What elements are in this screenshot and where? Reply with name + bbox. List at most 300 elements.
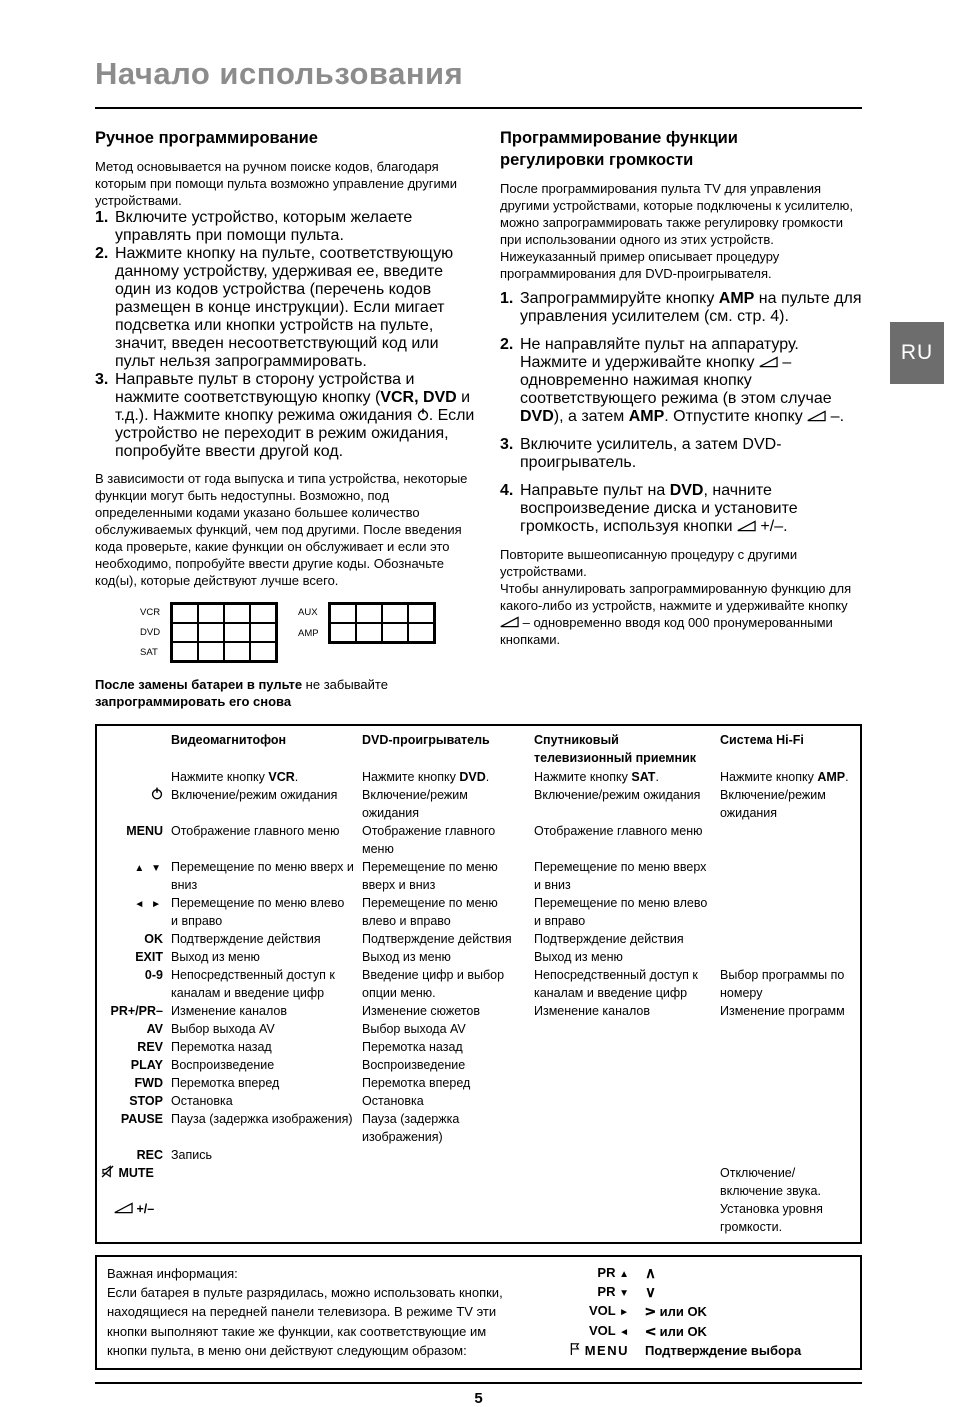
text-segment: Установка уровня громкости. <box>720 1202 823 1234</box>
volume-icon <box>759 356 778 368</box>
table-cell <box>534 966 712 1002</box>
text-segment: SAT <box>631 770 656 784</box>
code-cell <box>408 623 434 642</box>
table-cell <box>720 1200 852 1236</box>
step-text <box>520 290 862 326</box>
code-cell <box>198 642 224 661</box>
text-segment: VOL <box>588 1303 620 1319</box>
text-segment: ), а затем <box>553 408 629 425</box>
text-segment: Отображение главного меню <box>362 824 496 856</box>
text-segment: Остановка <box>362 1094 424 1108</box>
text-segment: Остановка <box>171 1094 233 1108</box>
table-cell <box>534 894 712 930</box>
table-cell <box>720 1092 852 1110</box>
text-segment: +/–. <box>755 518 788 535</box>
text-segment: ▲ <box>619 1269 629 1280</box>
table-row <box>101 1164 852 1200</box>
table-cell <box>171 1038 354 1056</box>
text-segment: Выход из меню <box>362 950 451 964</box>
numbered-steps-right <box>500 290 862 536</box>
text-segment: Отображение главного меню <box>534 824 703 838</box>
table-cell <box>171 1074 354 1092</box>
table-cell <box>362 1200 526 1236</box>
text-segment: Непосредственный доступ к каналам и введение цифр <box>171 968 335 1000</box>
table-cell <box>720 1164 852 1200</box>
code-cell <box>330 623 356 642</box>
text-segment: OK <box>144 932 163 946</box>
info-line: Важная информация: <box>107 1266 238 1281</box>
code-grid-label: AUX <box>298 607 318 618</box>
table-cell <box>171 1200 354 1236</box>
step-number: 4. <box>500 482 514 499</box>
text-segment: ∧ <box>645 1265 656 1282</box>
button-label <box>101 1038 163 1056</box>
info-line: находящиеся на передней панели телевизора. В режиме TV эти <box>107 1304 497 1320</box>
table-cell <box>534 1110 712 1146</box>
table-cell <box>171 1146 354 1164</box>
table-cell <box>720 1074 852 1092</box>
code-grid <box>328 602 436 644</box>
manual-programming-section <box>95 121 480 710</box>
text-segment: –. <box>826 408 845 425</box>
code-grid-label: SAT <box>140 647 158 659</box>
text-segment: . <box>845 770 849 784</box>
table-cell <box>362 948 526 966</box>
text-segment: VOL <box>588 1322 620 1338</box>
table-cell <box>534 858 712 894</box>
text-segment: 0-9 <box>144 968 163 982</box>
button-label <box>101 1056 163 1074</box>
text-segment: MENU <box>579 1342 629 1358</box>
table-cell <box>720 768 852 786</box>
text-segment: или OK <box>655 1323 707 1339</box>
table-row <box>101 948 852 966</box>
button-label <box>101 1164 163 1200</box>
text-segment: . <box>485 770 490 784</box>
panel-button-label <box>559 1282 629 1303</box>
table-cell <box>720 948 852 966</box>
table-cell <box>720 1020 852 1038</box>
table-row <box>101 1110 852 1146</box>
text-segment: или OK <box>655 1304 707 1320</box>
table-cell <box>720 1056 852 1074</box>
button-label <box>101 894 163 930</box>
button-label <box>101 1020 163 1038</box>
step-number: 3. <box>95 371 109 388</box>
text-segment: Перемещение по меню вверх и вниз <box>171 860 354 892</box>
text-segment: FWD <box>134 1076 163 1090</box>
text-segment: Направьте пульт в сторону устройства и нажмите соответствующую кнопку ( <box>115 371 415 406</box>
button-label <box>101 1074 163 1092</box>
text-segment: запрограммировать его снова <box>95 694 292 709</box>
text-segment: и т.д.). Нажмите кнопку режима ожидания <box>115 389 471 424</box>
table-cell <box>720 1110 852 1146</box>
table-cell <box>534 1146 712 1164</box>
table-cell <box>534 1074 712 1092</box>
section-heading-right <box>500 127 862 171</box>
code-cell <box>172 623 198 642</box>
text-segment: Подтверждение действия <box>534 932 684 946</box>
text-segment: Перемещение по меню влево и вправо <box>534 896 708 928</box>
table-row <box>101 1038 852 1056</box>
step-text <box>115 245 480 371</box>
text-segment: Направьте пульт на <box>520 482 670 499</box>
button-label <box>101 858 163 894</box>
text-segment: Изменение программ <box>720 1004 845 1018</box>
column-header: Система Hi-Fi <box>720 733 804 747</box>
power-icon <box>151 787 163 800</box>
text-segment: Нажмите кнопку <box>720 770 818 784</box>
table-row <box>101 822 852 858</box>
text-segment: Изменение каналов <box>534 1004 651 1018</box>
table-cell <box>362 1056 526 1074</box>
column-header: Спутниковый телевизионный приемник <box>534 733 697 765</box>
code-cell <box>224 642 250 661</box>
table-cell <box>534 1002 712 1020</box>
table-cell <box>362 1020 526 1038</box>
text-segment: Перемотка назад <box>171 1040 272 1054</box>
table-cell <box>362 1038 526 1056</box>
step-number: 1. <box>500 290 514 307</box>
table-cell <box>720 1146 852 1164</box>
table-cell <box>534 930 712 948</box>
text-segment: DVD <box>459 770 486 784</box>
table-row <box>101 930 852 948</box>
language-tab: RU <box>890 322 944 384</box>
panel-button-label <box>559 1263 629 1284</box>
volume-icon <box>500 616 519 628</box>
step-text <box>115 209 480 245</box>
text-segment: Нажмите кнопку <box>362 770 460 784</box>
table-row <box>101 894 852 930</box>
intro-paragraph: Метод основывается на ручном поиске кодов, благодаря которым при помощи пульта возможно управление другими устройствами. <box>95 159 457 208</box>
table-cell <box>534 1038 712 1056</box>
mapping-value <box>645 1283 656 1302</box>
button-label <box>101 1146 163 1164</box>
text-segment: Выбор программы по номеру <box>720 968 845 1000</box>
text-segment: Перемотка вперед <box>171 1076 280 1090</box>
table-cell <box>171 1020 354 1038</box>
table-cell <box>720 966 852 1002</box>
table-cell <box>362 894 526 930</box>
code-grid-label: DVD <box>140 626 161 638</box>
flag-icon <box>569 1342 580 1356</box>
table-cell <box>534 948 712 966</box>
table-row <box>101 1146 852 1164</box>
text-segment: VCR <box>268 770 295 784</box>
button-label <box>101 786 163 822</box>
table-cell <box>720 786 852 822</box>
text-segment: ▲ ▼ <box>134 863 163 874</box>
code-cell <box>408 604 434 623</box>
text-segment: – одновременно нажимая кнопку соответствующего режима (в этом случае <box>520 354 832 407</box>
table-row <box>101 1002 852 1020</box>
text-segment: Введение цифр и выбор опции меню. <box>362 968 505 1000</box>
table-header-row <box>101 731 852 767</box>
table-cell <box>720 1038 852 1056</box>
text-segment: STOP <box>129 1094 163 1108</box>
text-segment: на пульте для управления усилителем (см. стр. 4). <box>520 290 862 325</box>
intro-paragraph: После программирования пульта TV для управления другими устройствами, которые подключены к усилителю, можно запрограммировать также регулировку громкости при использовании одного из этих устройств. Нижеуказанный пример описывает процедуру программирования для DVD-проигрывателя. <box>500 181 854 281</box>
footer-rule <box>95 1382 862 1384</box>
code-cell <box>224 604 250 623</box>
code-cell <box>330 604 356 623</box>
table-cell <box>171 1164 354 1200</box>
column-header: Видеомагнитофон <box>171 733 287 747</box>
code-cell <box>172 604 198 623</box>
text-segment: PAUSE <box>120 1112 163 1126</box>
step-number: 2. <box>95 245 109 262</box>
list-item <box>95 245 480 371</box>
text-segment: , начните воспроизведение диска и установите громкость, используя кнопки <box>520 482 798 535</box>
mapping-row <box>559 1264 850 1283</box>
text-segment: AV <box>146 1022 163 1036</box>
text-segment: ∨ <box>645 1284 656 1302</box>
text-segment: Выход из меню <box>171 950 260 964</box>
text-segment: MENU <box>126 824 163 838</box>
list-item <box>500 336 862 426</box>
code-cell <box>356 604 382 623</box>
table-row <box>101 1092 852 1110</box>
info-text <box>107 1264 559 1362</box>
text-segment: . <box>294 770 299 784</box>
text-segment: Изменение каналов <box>171 1004 288 1018</box>
table-cell <box>362 1146 526 1164</box>
table-cell <box>534 1164 712 1200</box>
text-segment: Включение/режим ожидания <box>171 788 338 802</box>
text-segment: Перемещение по меню влево и вправо <box>362 896 498 928</box>
step-number: 1. <box>95 209 109 226</box>
table-cell <box>362 1074 526 1092</box>
mapping-value <box>645 1264 656 1283</box>
table-cell <box>171 948 354 966</box>
table-cell <box>171 966 354 1002</box>
text-segment: Нажмите кнопку на пульте, соответствующую данному устройству, удерживая ее, введите один из кодов устройства (перечень кодов размещен в конце инструкции). Если мигает подсветка или кнопки устройств на пульте, значит, введен несоответствующий код или пульт нельзя запрограммировать. <box>115 245 454 370</box>
text-segment: ∧ <box>642 1306 660 1318</box>
code-grid-labels <box>140 602 170 663</box>
info-line: кнопки пульта, в меню они действуют следующим образом: <box>107 1342 467 1358</box>
text-segment: PR <box>597 1284 620 1300</box>
text-segment: PR+/PR– <box>110 1004 163 1018</box>
mapping-row <box>559 1322 850 1341</box>
table-cell <box>362 1164 526 1200</box>
volume-icon <box>807 410 826 422</box>
section-heading-left: Ручное программирование <box>95 129 318 147</box>
table-cell <box>171 786 354 822</box>
code-cell <box>250 623 276 642</box>
table-cell <box>362 786 526 822</box>
text-segment: MUTE <box>115 1166 154 1180</box>
table-cell <box>534 822 712 858</box>
button-label <box>101 1200 163 1236</box>
table-cell <box>534 1200 712 1236</box>
text-segment: Выход из меню <box>534 950 623 964</box>
list-item <box>500 436 862 472</box>
code-grid-group <box>298 602 436 644</box>
text-segment: Подтверждение действия <box>362 932 512 946</box>
text-segment: DVD <box>669 482 704 499</box>
text-segment: Не направляйте пульт на аппаратуру. Нажмите и удерживайте кнопку <box>520 336 799 371</box>
text-segment: REC <box>136 1148 163 1162</box>
panel-button-label <box>559 1301 629 1322</box>
button-label <box>101 966 163 1002</box>
battery-note <box>95 676 425 710</box>
numbered-steps-left <box>95 209 480 461</box>
mapping-row <box>559 1283 850 1302</box>
text-segment: Воспроизведение <box>362 1058 466 1072</box>
text-segment: AMP <box>628 408 665 425</box>
button-label <box>101 948 163 966</box>
text-segment: Изменение сюжетов <box>362 1004 480 1018</box>
text-segment: REV <box>137 1040 163 1054</box>
code-cell <box>198 623 224 642</box>
cancel-note-paragraph <box>500 580 862 648</box>
text-segment: Перемещение по меню влево и вправо <box>171 896 345 928</box>
code-cell <box>382 623 408 642</box>
text-segment: ◄ ► <box>134 899 163 910</box>
text-segment: +/– <box>133 1202 155 1216</box>
code-cell <box>198 604 224 623</box>
table-cell <box>362 966 526 1002</box>
text-segment: ◄ <box>619 1326 629 1338</box>
table-cell <box>171 1056 354 1074</box>
code-grid <box>170 602 278 663</box>
text-segment: AMP <box>817 770 846 784</box>
table-cell <box>362 1110 526 1146</box>
table-cell <box>534 768 712 786</box>
mapping-value <box>641 1322 707 1341</box>
volume-icon <box>737 520 756 532</box>
text-segment: Запись <box>171 1148 213 1162</box>
function-table <box>95 724 862 1244</box>
table-cell <box>720 1002 852 1020</box>
text-segment: . Если устройство не переходит в режим ожидания, попробуйте ввести другой код. <box>115 407 475 460</box>
important-info-box <box>95 1255 862 1370</box>
button-label <box>101 822 163 858</box>
step-text <box>520 482 862 536</box>
table-cell <box>171 1002 354 1020</box>
page-number: 5 <box>474 1390 483 1407</box>
table-row <box>101 966 852 1002</box>
step-number: 3. <box>500 436 514 453</box>
button-label <box>101 1002 163 1020</box>
code-cell <box>224 623 250 642</box>
text-segment: Чтобы аннулировать запрограммированную функцию для какого-либо из устройств, нажмите и удерживайте кнопку <box>500 581 852 613</box>
table-cell <box>534 1020 712 1038</box>
text-segment: Включите устройство, которым желаете управлять при помощи пульта. <box>115 209 413 244</box>
outro-paragraph: Повторите вышеописанную процедуру с другими устройствами. <box>500 547 798 579</box>
table-cell <box>171 894 354 930</box>
table-cell <box>171 1110 354 1146</box>
text-segment: Непосредственный доступ к каналам и введение цифр <box>534 968 698 1000</box>
button-label <box>101 731 163 767</box>
mute-icon <box>101 1165 115 1178</box>
table-row <box>101 858 852 894</box>
text-segment: Нажмите кнопку <box>171 770 269 784</box>
code-cell <box>250 642 276 661</box>
info-line: Если батарея в пульте разрядилась, можно использовать кнопки, <box>107 1285 503 1301</box>
text-segment: AMP <box>718 290 755 307</box>
table-row <box>101 786 852 822</box>
code-cell <box>356 623 382 642</box>
text-segment: ► <box>619 1307 629 1319</box>
text-segment: Нажмите кнопку <box>534 770 632 784</box>
column-header: DVD-проигрыватель <box>362 733 490 747</box>
table-cell <box>534 1092 712 1110</box>
mapping-row <box>559 1341 850 1360</box>
text-segment: Отключение/включение звука. <box>720 1166 821 1198</box>
code-grid-label: AMP <box>298 628 319 639</box>
mapping-row <box>559 1302 850 1321</box>
code-grid-label: VCR <box>140 606 161 618</box>
page-title: Начало использования <box>95 56 464 91</box>
code-cell <box>172 642 198 661</box>
table-cell <box>534 786 712 822</box>
table-cell <box>720 894 852 930</box>
power-icon <box>417 408 429 421</box>
text-segment: DVD <box>520 408 554 425</box>
table-cell <box>720 930 852 948</box>
table-cell <box>171 1092 354 1110</box>
table-cell <box>362 1002 526 1020</box>
code-cell <box>382 604 408 623</box>
heading-line: Программирование функции <box>500 129 738 147</box>
code-entry-grids <box>140 602 480 663</box>
panel-button-label <box>559 1341 629 1360</box>
panel-button-label <box>559 1321 629 1342</box>
table-cell <box>171 858 354 894</box>
volume-programming-section <box>500 121 862 648</box>
table-row <box>101 1200 852 1236</box>
table-cell <box>362 768 526 786</box>
text-segment: Включение/режим ожидания <box>362 788 468 820</box>
text-segment: . <box>655 770 659 784</box>
text-segment: Перемещение по меню вверх и вниз <box>362 860 498 892</box>
table-row <box>101 1074 852 1092</box>
text-segment: Воспроизведение <box>171 1058 275 1072</box>
text-segment: Выбор выхода AV <box>362 1022 466 1036</box>
heading-line: регулировки громкости <box>500 151 694 169</box>
info-line: кнопки выполняют такие же функции, как соответствующие им <box>107 1323 487 1339</box>
text-segment: не забывайте <box>302 677 388 692</box>
text-segment: Подтверждение действия <box>171 932 321 946</box>
button-label <box>101 1092 163 1110</box>
list-item <box>95 209 480 245</box>
table-cell <box>534 1056 712 1074</box>
table-cell <box>720 822 852 858</box>
table-cell <box>362 930 526 948</box>
table-cell <box>362 1092 526 1110</box>
table-cell <box>171 930 354 948</box>
volume-icon <box>114 1202 133 1214</box>
button-label <box>101 930 163 948</box>
mapping-value <box>642 1302 707 1321</box>
text-segment: Перемотка назад <box>362 1040 463 1054</box>
table-cell <box>720 858 852 894</box>
table-cell <box>171 768 354 786</box>
text-segment: VCR, DVD <box>380 389 457 406</box>
text-segment: Перемещение по меню вверх и вниз <box>534 860 707 892</box>
text-segment: EXIT <box>135 950 163 964</box>
step-text <box>520 336 862 426</box>
table-cell <box>362 822 526 858</box>
table-row <box>101 768 852 786</box>
text-segment: Выбор выхода AV <box>171 1022 275 1036</box>
text-segment: Запрограммируйте кнопку <box>520 290 719 307</box>
button-label <box>101 1110 163 1146</box>
table-row <box>101 1056 852 1074</box>
text-segment: ∧ <box>641 1325 659 1337</box>
